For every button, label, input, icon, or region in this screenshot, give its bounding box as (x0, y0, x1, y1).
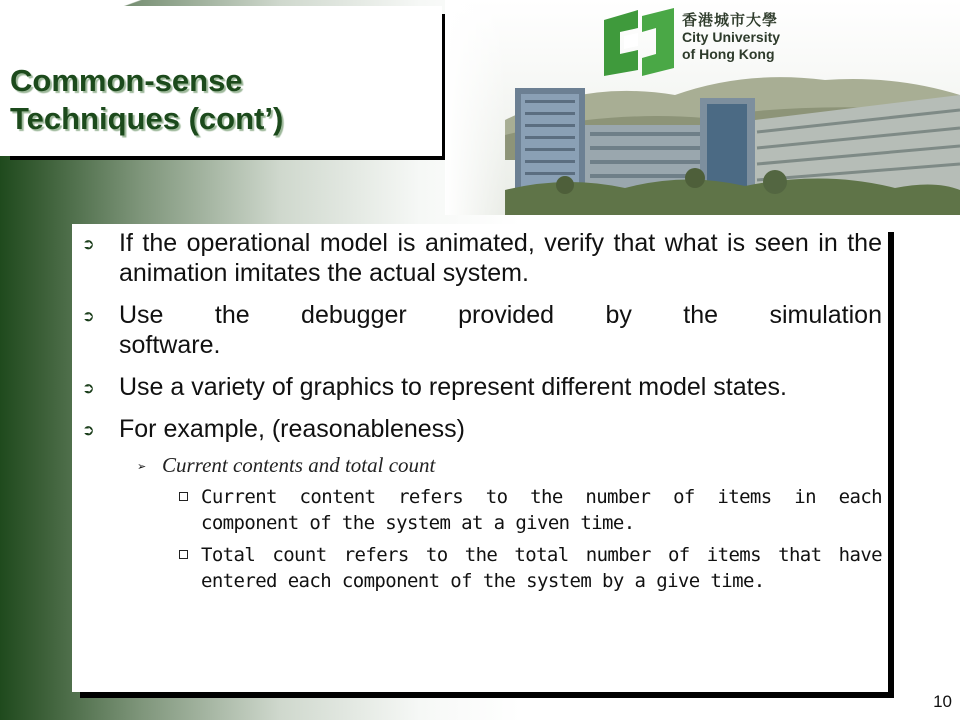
bullet-item (82, 300, 882, 360)
square-bullet-icon (179, 492, 188, 501)
bullet-text: For example, (reasonableness) (119, 415, 465, 443)
sub-sub-bullet-item (82, 484, 882, 536)
bullet-item (82, 414, 882, 444)
sub-bullet-text: Current contents and total count (162, 453, 436, 477)
square-bullet-icon (179, 550, 188, 559)
arrowhead-bullet-icon: ➢ (137, 460, 147, 473)
bullet-item (82, 372, 882, 402)
university-name (682, 12, 882, 63)
page-number: 10 (933, 692, 952, 711)
university-name-line-2: of Hong Kong (682, 46, 775, 62)
university-name-line-1: City University (682, 29, 781, 45)
bullet-list (82, 228, 882, 600)
sub-bullet-item (82, 452, 882, 478)
curved-arrow-bullet-icon: ➲ (82, 421, 95, 439)
title-line-1: Common-sense (10, 63, 243, 98)
bullet-text: Use the debugger provided by the simulation software. (119, 301, 882, 359)
title-line-2: Techniques (cont’) (10, 101, 284, 136)
university-name-cjk: 香港城市大學 (682, 12, 779, 29)
bullet-text: If the operational model is animated, verify that what is seen in the animation imitates the actual system. (119, 229, 882, 287)
sub-sub-bullet-text: Total count refers to the total number of items that have entered each component of the system by a give time. (201, 544, 882, 592)
curved-arrow-bullet-icon: ➲ (82, 235, 95, 253)
bullet-item (82, 228, 882, 288)
sub-sub-bullet-item (82, 542, 882, 594)
bullet-text: Use a variety of graphics to represent different model states. (119, 373, 787, 401)
curved-arrow-bullet-icon: ➲ (82, 379, 95, 397)
curved-arrow-bullet-icon: ➲ (82, 307, 95, 325)
slide-title (10, 62, 430, 138)
city-university-logo-icon (598, 6, 676, 78)
sub-sub-bullet-text: Current content refers to the number of items in each component of the system at a given time. (201, 486, 882, 534)
